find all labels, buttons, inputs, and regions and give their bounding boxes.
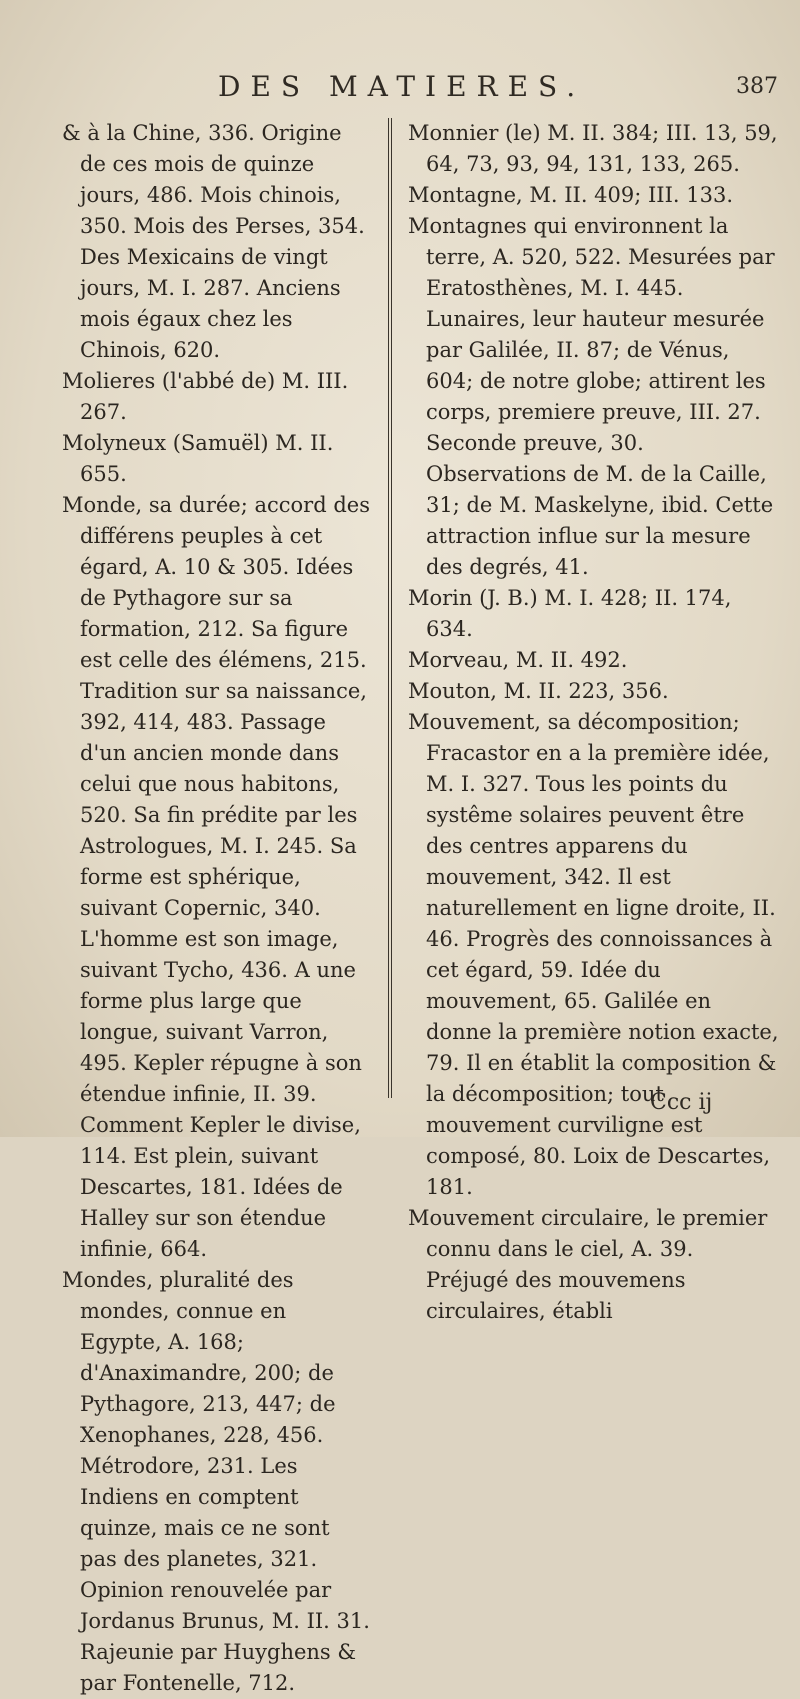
index-entry-montagnes: Montagnes qui environnent la terre, A. 520, 522. Mesurées par Eratosthènes, M. I. 445. Lunaires, leur hauteur mesurée par Galilée, II. 87; de Vénus, 604; de notre globe; attirent les corps, premiere preuve, III. 27. Seconde preuve, 30. Observations de M. de la Caille, 31; de M. Maskelyne, ibid. Cette attraction influe sur la mesure des degrés, 41. [408, 214, 775, 579]
index-entry-mouvement: Mouvement, sa décomposition; Fracastor en a la première idée, M. I. 327. Tous les points du systême solaires peuvent être des centres apparens du mouvement, 342. Il est naturellement en ligne droite, II. 46. Progrès des connoissances à cet égard, 59. Idée du mouvement, 65. Galilée en donne la première notion exacte, 79. Il en établit la composition & la décomposition; tout mouvement curviligne est composé, 80. Loix de Descartes, 181. [408, 710, 779, 1199]
index-entry-mouvement-circulaire: Mouvement circulaire, le premier connu dans le ciel, A. 39. Préjugé des mouvemens circulaires, établi [408, 1206, 768, 1323]
index-entry-mouton: Mouton, M. II. 223, 356. [408, 679, 669, 703]
column-divider [388, 118, 392, 1098]
page-header [0, 70, 800, 110]
index-entry-montagne: Montagne, M. II. 409; III. 133. [408, 183, 733, 207]
page-number: 387 [736, 74, 778, 99]
index-entry-morveau: Morveau, M. II. 492. [408, 648, 628, 672]
index-entry-monde: Monde, sa durée; accord des différens peuples à cet égard, A. 10 & 305. Idées de Pythagore sur sa formation, 212. Sa figure est celle des élémens, 215. Tradition sur sa naissance, 392, 414, 483. Passage d'un ancien monde dans celui que nous habitons, 520. Sa fin prédite par les Astrologues, M. I. 245. Sa forme est sphérique, suivant Copernic, 340. L'homme est son image, suivant Tycho, 436. A une forme plus large que longue, suivant Varron, 495. Kepler répugne à son étendue infinie, II. 39. Comment Kepler le divise, 114. Est plein, suivant Descartes, 181. Idées de Halley sur son étendue infinie, 664. [62, 493, 370, 1261]
index-entry-molyneux: Molyneux (Samuël) M. II. 655. [62, 431, 334, 486]
left-column [62, 118, 372, 1699]
index-entry-monnier: Monnier (le) M. II. 384; III. 13, 59, 64, 73, 93, 94, 131, 133, 265. [408, 121, 778, 176]
index-entry-morin: Morin (J. B.) M. I. 428; II. 174, 634. [408, 586, 732, 641]
index-entry-mois: & à la Chine, 336. Origine de ces mois de quinze jours, 486. Mois chinois, 350. Mois des Perses, 354. Des Mexicains de vingt jours, M. I. 287. Anciens mois égaux chez les Chinois, 620. [62, 121, 365, 362]
index-entry-mondes: Mondes, pluralité des mondes, connue en Egypte, A. 168; d'Anaximandre, 200; de Pythagore, 213, 447; de Xenophanes, 228, 456. Métrodore, 231. Les Indiens en comptent quinze, mais ce ne sont pas des planetes, 321. Opinion renouvelée par Jordanus Brunus, M. II. 31. Rajeunie par Huyghens & par Fontenelle, 712. [62, 1268, 370, 1695]
running-head: DES MATIERES. [218, 70, 586, 103]
catchword: Ccc ij [650, 1090, 713, 1115]
index-entry-molieres: Molieres (l'abbé de) M. III. 267. [62, 369, 349, 424]
right-column [408, 118, 782, 1327]
